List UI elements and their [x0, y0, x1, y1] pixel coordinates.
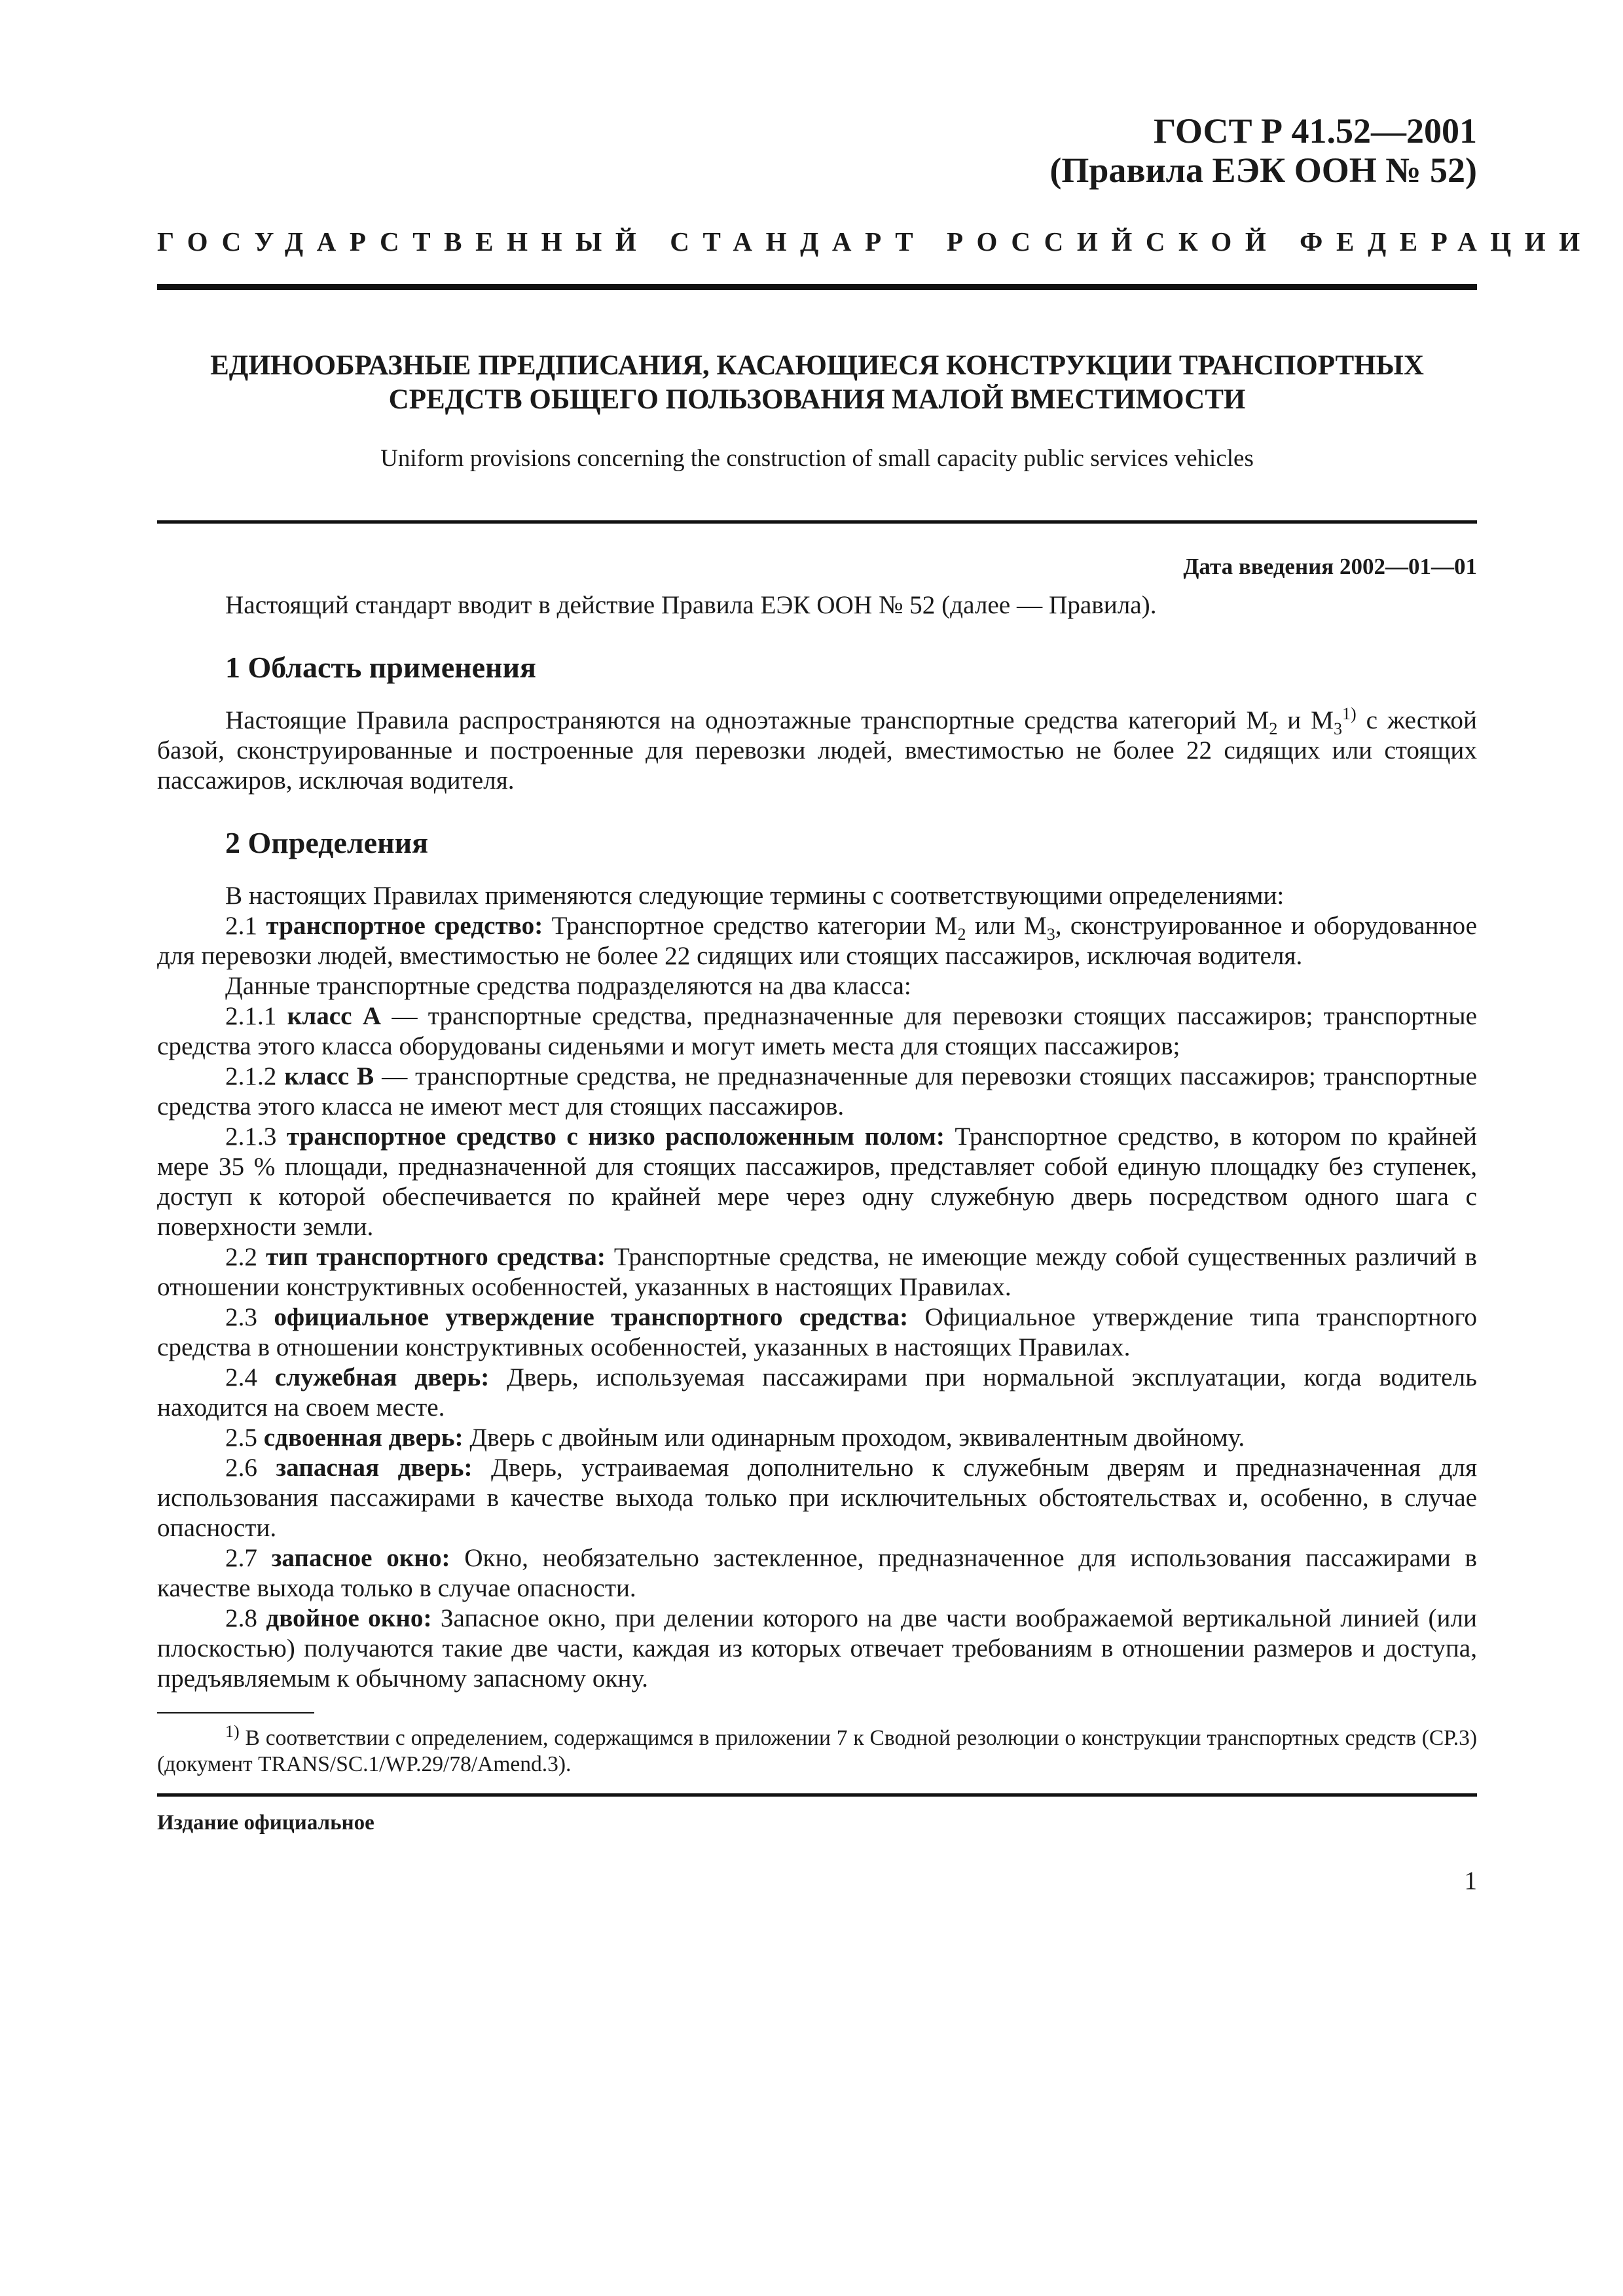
definition-2-4: [157, 1363, 1477, 1423]
section-1-heading: 1 Область применения: [225, 651, 536, 684]
def-text: , сконструированное и оборудованное для перевозки людей, вместимостью не более 22 сидящих или стоящих пассажиров, исключая водителя.: [157, 912, 1477, 970]
standard-code-line2: (Правила ЕЭК ООН № 52): [1049, 151, 1477, 190]
document-page: [157, 111, 1594, 1895]
title-line1: ЕДИНООБРАЗНЫЕ ПРЕДПИСАНИЯ, КАСАЮЩИЕСЯ КОНСТРУКЦИИ ТРАНСПОРТНЫХ: [210, 350, 1424, 381]
definition-2-1: [157, 911, 1477, 971]
def-term: транспортное средство с низко расположенным полом:: [286, 1122, 945, 1151]
definition-2-3: [157, 1302, 1477, 1363]
def-number: 2.1: [225, 912, 266, 940]
def-text: или М: [966, 912, 1047, 940]
def-text: Транспортные средства, не имеющие между собой существенных различий в отношении конструктивных особенностей, указанных в настоящих Правилах.: [157, 1243, 1477, 1301]
def-text: Дверь, используемая пассажирами при нормальной эксплуатации, когда водитель находится на своем месте.: [157, 1363, 1478, 1422]
introduction-date: Дата введения 2002—01—01: [1183, 554, 1477, 579]
definition-2-2: [157, 1242, 1477, 1302]
def-number: 2.3: [225, 1303, 274, 1331]
footnote-text: В соответствии с определением, содержащимся в приложении 7 к Сводной резолюции о конструкции транспортных средств (СР.3) (документ TRANS/SC.1/WP.29/78/Amend.3).: [157, 1726, 1477, 1776]
page-number: 1: [1464, 1867, 1477, 1895]
def-number: 2.1.3: [225, 1122, 287, 1151]
def-text: — транспортные средства, не предназначенные для перевозки стоящих пассажиров; транспортные средства этого класса не имеют мест для стоящих пассажиров.: [157, 1062, 1477, 1121]
def-number: 2.1.2: [225, 1062, 285, 1090]
standard-code-line1: ГОСТ Р 41.52—2001: [1153, 111, 1477, 151]
classes-lead: Данные транспортные средства подразделяются на два класса:: [225, 972, 911, 1000]
section-1-paragraph: [157, 706, 1477, 796]
footnote-divider: [157, 1712, 314, 1713]
def-term: двойное окно:: [266, 1604, 432, 1632]
edition-label: Издание официальное: [157, 1811, 374, 1835]
def-term: класс В: [284, 1062, 374, 1090]
def-term: официальное утверждение транспортного средства:: [274, 1303, 909, 1331]
def-text: Транспортное средство, в котором по крайней мере 35 % площади, предназначенной для стоящих пассажиров, представляет собой единую площадку без ступенек, доступ к которой обеспечивается по крайней мере через одну служебную дверь посредством одного шага с поверхности земли.: [157, 1122, 1477, 1241]
def-number: 2.1.1: [225, 1002, 287, 1030]
english-title: Uniform provisions concerning the construction of small capacity public services vehicles: [380, 445, 1254, 472]
definition-2-7: [157, 1543, 1477, 1604]
definition-2-1-3: [157, 1122, 1477, 1242]
intro-paragraph: Настоящий стандарт вводит в действие Правила ЕЭК ООН № 52 (далее — Правила).: [225, 591, 1157, 619]
def-text: Дверь с двойным или одинарным проходом, эквивалентным двойному.: [463, 1424, 1245, 1452]
def-number: 2.6: [225, 1454, 276, 1482]
def-text: Окно, необязательно застекленное, предназначенное для использования пассажирами в качестве выхода только в случае опасности.: [157, 1544, 1477, 1602]
def-text: Транспортное средство категории М: [543, 912, 958, 940]
section-2-lead: В настоящих Правилах применяются следующие термины с соответствующими определениями:: [225, 882, 1285, 910]
definition-2-5: [157, 1423, 1477, 1453]
def-sub: 3: [1046, 924, 1055, 944]
def-term: тип транспортного средства:: [265, 1243, 606, 1271]
def-number: 2.2: [225, 1243, 266, 1271]
footnote-ref: 1): [1342, 704, 1357, 723]
footer-divider: [157, 1793, 1477, 1797]
s1-text-1: Настоящие Правила распространяются на одноэтажные транспортные средства категорий М: [225, 706, 1269, 734]
def-number: 2.4: [225, 1363, 275, 1391]
footnote: [157, 1721, 1477, 1778]
def-number: 2.5: [225, 1424, 264, 1452]
standard-code: [157, 111, 1477, 190]
title-line2: СРЕДСТВ ОБЩЕГО ПОЛЬЗОВАНИЯ МАЛОЙ ВМЕСТИМОСТИ: [388, 384, 1246, 415]
def-term: сдвоенная дверь:: [263, 1424, 464, 1452]
def-text: — транспортные средства, предназначенные для перевозки стоящих пассажиров; транспортные средства этого класса оборудованы сиденьями и могут иметь места для стоящих пассажиров;: [157, 1002, 1478, 1060]
title-divider: [157, 520, 1477, 524]
s1-text-2: и М: [1277, 706, 1334, 734]
definition-2-1-2: [157, 1062, 1477, 1122]
document-title: [157, 349, 1477, 417]
def-term: транспортное средство:: [266, 912, 543, 940]
state-standard-heading: ГОСУДАРСТВЕННЫЙ СТАНДАРТ РОССИЙСКОЙ ФЕДЕРАЦИИ: [157, 226, 1594, 257]
s1-sub-1: 2: [1269, 719, 1278, 738]
section-2-heading: 2 Определения: [225, 826, 428, 859]
definition-2-6: [157, 1453, 1477, 1543]
def-term: запасное окно:: [271, 1544, 450, 1572]
def-text: Запасное окно, при делении которого на две части воображаемой вертикальной линией (или плоскостью) получаются такие две части, каждая из которых отвечает требованиям в отношении размеров и доступа, предъявляемым к обычному запасному окну.: [157, 1604, 1478, 1693]
definition-2-8: [157, 1604, 1477, 1694]
header-divider: [157, 284, 1477, 290]
def-term: запасная дверь:: [276, 1454, 473, 1482]
s1-text-3: с жесткой базой, сконструированные и построенные для перевозки людей, вместимостью не более 22 сидящих или стоящих пассажиров, исключая водителя.: [157, 706, 1477, 795]
def-term: класс А: [287, 1002, 382, 1030]
footnote-mark: 1): [225, 1721, 240, 1741]
def-text: Официальное утверждение типа транспортного средства в отношении конструктивных особенностей, указанных в настоящих Правилах.: [157, 1303, 1478, 1361]
def-sub: 2: [957, 924, 966, 944]
s1-sub-2: 3: [1334, 719, 1343, 738]
def-text: Дверь, устраиваемая дополнительно к служебным дверям и предназначенная для использования пассажирами в качестве выхода только при исключительных обстоятельствах и, особенно, в случае опасности.: [157, 1454, 1477, 1542]
def-number: 2.7: [225, 1544, 272, 1572]
definition-2-1-1: [157, 1001, 1477, 1062]
def-number: 2.8: [225, 1604, 266, 1632]
def-term: служебная дверь:: [274, 1363, 490, 1391]
